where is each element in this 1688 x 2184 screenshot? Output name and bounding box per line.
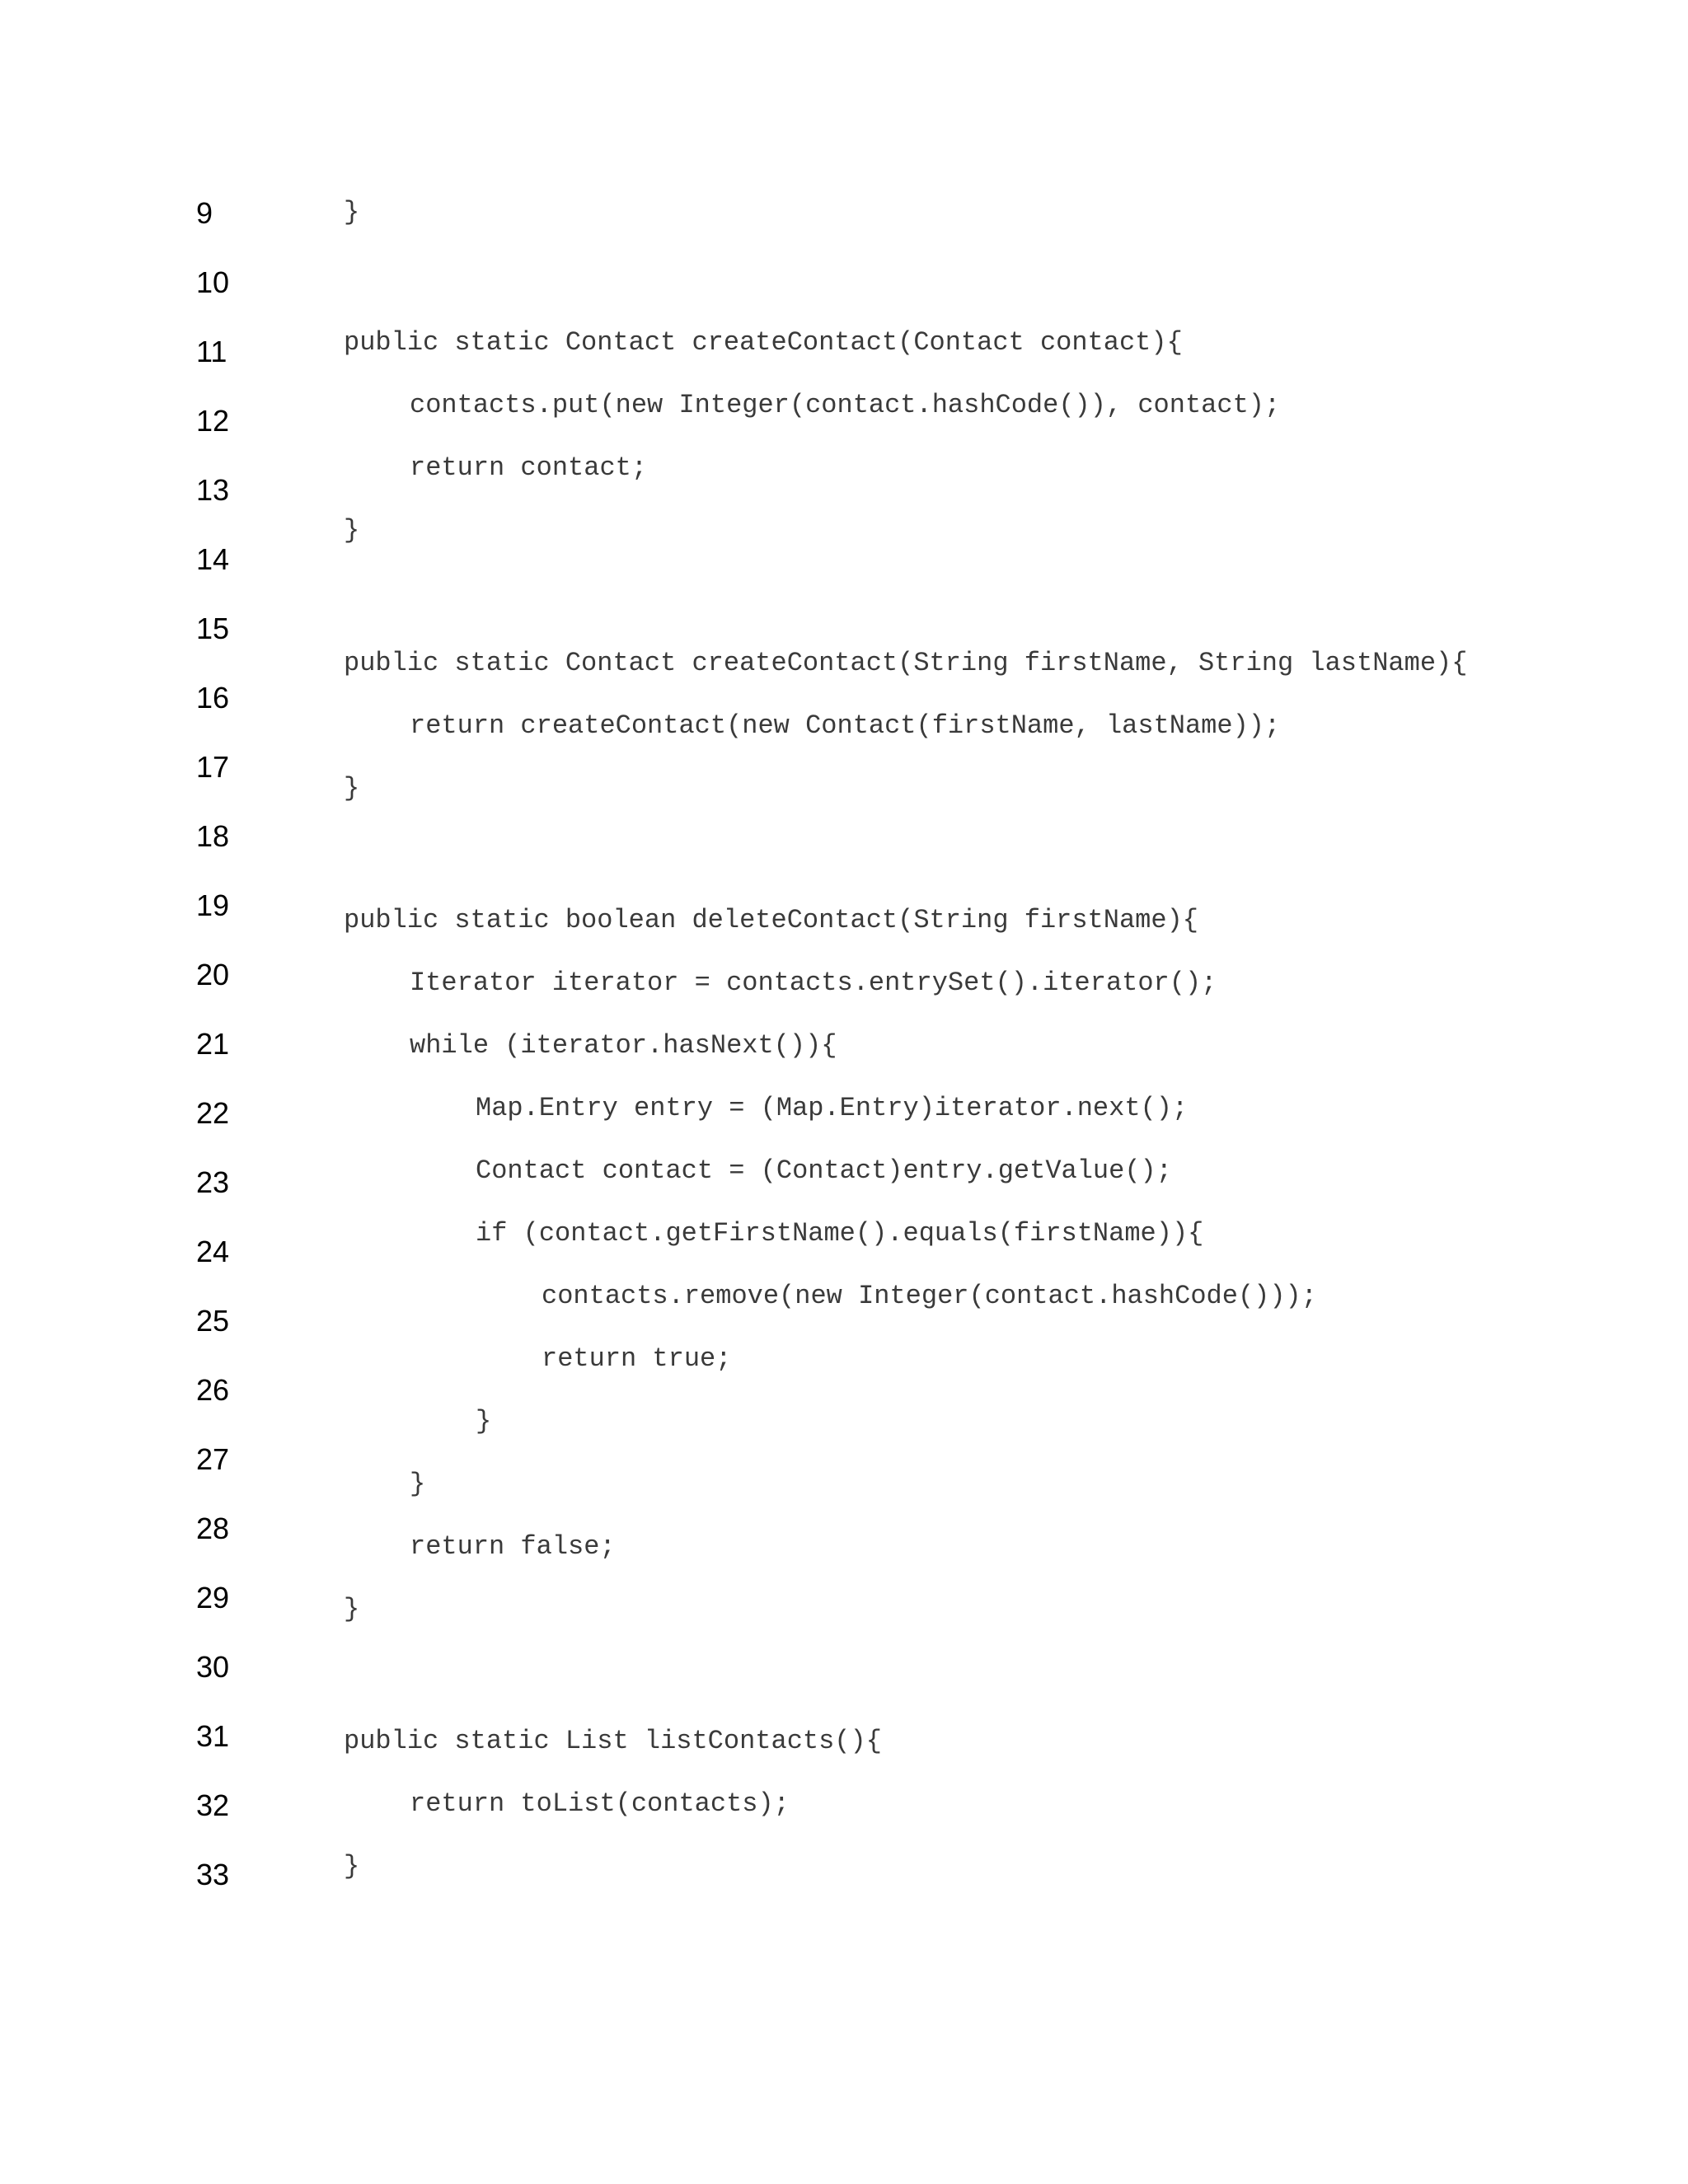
line-number: 22	[196, 1096, 230, 1130]
line-number: 24	[196, 1235, 230, 1268]
line-number: 31	[196, 1719, 230, 1753]
line-number: 19	[196, 888, 230, 922]
code-line: return false;	[410, 1531, 616, 1562]
code-line: public static Contact createContact(Contact contact){	[344, 327, 1183, 358]
line-number: 33	[196, 1858, 230, 1891]
line-number: 11	[196, 335, 227, 368]
line-number: 15	[196, 612, 230, 645]
code-line: return true;	[542, 1343, 732, 1374]
line-number: 25	[196, 1304, 230, 1338]
line-number: 21	[196, 1027, 230, 1061]
line-number: 12	[196, 404, 230, 438]
code-line: }	[344, 197, 360, 227]
line-number: 18	[196, 819, 230, 853]
line-number: 26	[196, 1373, 230, 1407]
line-number: 23	[196, 1165, 230, 1199]
line-number: 28	[196, 1511, 230, 1545]
code-line: public static boolean deleteContact(String firstName){	[344, 905, 1198, 935]
code-line: return createContact(new Contact(firstName, lastName));	[410, 710, 1281, 741]
line-number: 29	[196, 1581, 230, 1615]
line-number: 9	[196, 196, 213, 230]
code-line: }	[344, 1851, 360, 1882]
line-number: 13	[196, 473, 230, 507]
line-number: 32	[196, 1788, 230, 1822]
code-line: contacts.remove(new Integer(contact.hashCode()));	[542, 1281, 1317, 1311]
line-number: 10	[196, 265, 230, 299]
line-number: 14	[196, 542, 230, 576]
line-number: 17	[196, 750, 230, 784]
line-number: 27	[196, 1442, 230, 1476]
code-line: }	[476, 1406, 492, 1436]
code-line: if (contact.getFirstName().equals(firstName)){	[476, 1218, 1204, 1249]
code-line: }	[344, 773, 360, 804]
line-number: 30	[196, 1650, 230, 1684]
line-number: 20	[196, 958, 230, 991]
code-line: while (iterator.hasNext()){	[410, 1030, 837, 1061]
line-number: 16	[196, 681, 230, 715]
code-line: public static Contact createContact(String firstName, String lastName){	[344, 648, 1468, 678]
code-line: Map.Entry entry = (Map.Entry)iterator.next();	[476, 1093, 1189, 1123]
code-line: Contact contact = (Contact)entry.getValue();	[476, 1155, 1172, 1186]
code-line: contacts.put(new Integer(contact.hashCode()), contact);	[410, 390, 1281, 420]
code-line: Iterator iterator = contacts.entrySet().iterator();	[410, 968, 1217, 998]
code-line: return contact;	[410, 452, 648, 483]
code-line: }	[410, 1469, 426, 1499]
code-line: }	[344, 515, 360, 546]
code-line: public static List listContacts(){	[344, 1726, 882, 1756]
code-line: return toList(contacts);	[410, 1788, 790, 1819]
code-line: }	[344, 1594, 360, 1624]
